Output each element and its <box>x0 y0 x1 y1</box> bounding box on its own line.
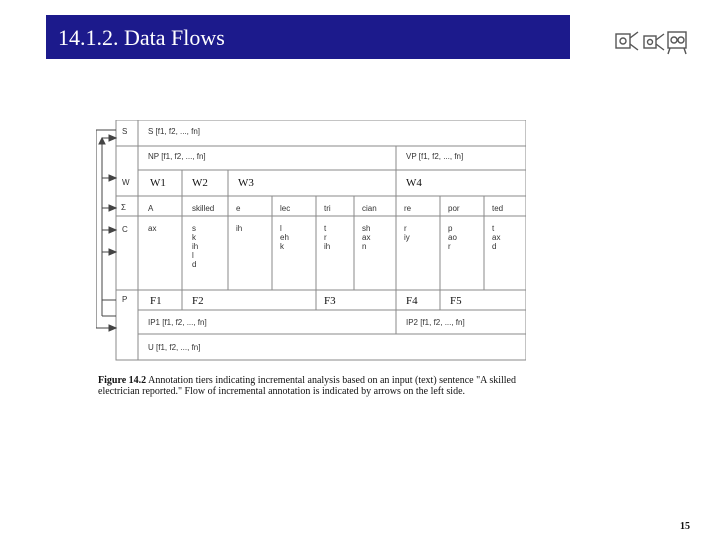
c-tier-column: l eh k <box>280 224 289 251</box>
arrow-right-icon <box>109 227 116 233</box>
sigma-tier-item: por <box>448 204 460 213</box>
sigma-tier-item: lec <box>280 204 291 213</box>
projector-logo-icon <box>614 26 690 56</box>
page-number: 15 <box>680 521 690 532</box>
sigma-tier-item: A <box>148 204 154 213</box>
p-tier-item: F4 <box>406 295 418 307</box>
p-tier-item: F5 <box>450 295 462 307</box>
c-tier-column: r iy <box>404 224 410 242</box>
arrow-up-icon <box>99 138 105 144</box>
s-tier-text: S [f1, f2, ..., fn] <box>148 127 201 136</box>
ip1-tier-text: IP1 [f1, f2, ..., fn] <box>148 318 207 327</box>
arrow-right-icon <box>109 249 116 255</box>
c-tier-column: sh ax n <box>362 224 371 251</box>
w-tier-item: W3 <box>238 177 254 189</box>
c-tier-column: t r ih <box>324 224 331 251</box>
tier-label-c: C <box>122 225 128 234</box>
arrow-right-icon <box>109 135 116 141</box>
c-tier-column: t ax d <box>492 224 501 251</box>
flow-arrows <box>96 130 116 331</box>
p-tier-item: F3 <box>324 295 336 307</box>
figure-caption-text: Annotation tiers indicating incremental analysis based on an input (text) sentence "A skilled electrician reported." Flow of incremental annotation is indicated by arrows on the left side. <box>98 375 516 397</box>
sigma-tier-item: tri <box>324 204 331 213</box>
tier-label-s: S <box>122 127 128 136</box>
slide-title-bar <box>46 15 570 59</box>
c-tier-column: p ao r <box>448 224 457 251</box>
w-tier-item: W4 <box>406 177 422 189</box>
tier-label-p: P <box>122 295 128 304</box>
ip2-tier-text: IP2 [f1, f2, ..., fn] <box>406 318 465 327</box>
arrow-right-icon <box>109 175 116 181</box>
slide-title: 14.1.2. Data Flows <box>58 25 225 50</box>
sigma-tier-item: re <box>404 204 412 213</box>
sigma-tier-item: skilled <box>192 204 215 213</box>
sigma-tier-item: e <box>236 204 241 213</box>
c-tier-column: s k ih l d <box>192 224 199 269</box>
w-tier-item: W1 <box>150 177 166 189</box>
np-tier-text: NP [f1, f2, ..., fn] <box>148 152 206 161</box>
annotation-tiers-figure <box>96 120 526 364</box>
arrow-right-icon <box>109 205 116 211</box>
p-tier-item: F2 <box>192 295 204 307</box>
tier-label-sigma: Σ <box>121 203 126 212</box>
sigma-tier-item: ted <box>492 204 504 213</box>
vp-tier-text: VP [f1, f2, ..., fn] <box>406 152 464 161</box>
tier-label-w: W <box>122 178 130 187</box>
figure-caption <box>98 375 530 397</box>
figure-caption-label: Figure 14.2 <box>98 375 147 386</box>
sigma-tier-item: cian <box>362 204 377 213</box>
c-tier-column: ih <box>236 224 243 233</box>
c-tier-column: ax <box>148 224 157 233</box>
p-tier-item: F1 <box>150 295 162 307</box>
arrow-right-icon <box>109 325 116 331</box>
w-tier-item: W2 <box>192 177 208 189</box>
u-tier-text: U [f1, f2, ..., fn] <box>148 343 201 352</box>
